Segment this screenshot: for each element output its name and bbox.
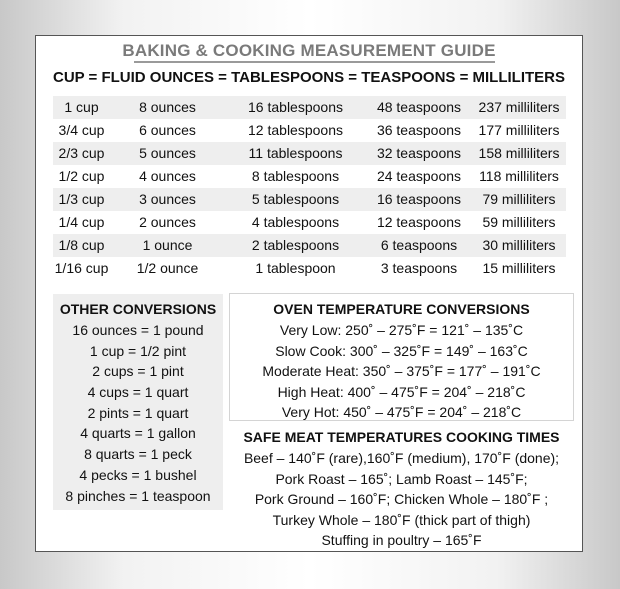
oven-temperature-heading: OVEN TEMPERATURE CONVERSIONS: [273, 301, 530, 317]
cup-cell: 3/4 cup: [58, 122, 105, 138]
ounces-cell: 5 ounces: [139, 145, 196, 161]
conversion-item: 16 ounces = 1 pound: [72, 322, 204, 338]
conversion-item: 8 quarts = 1 peck: [84, 446, 192, 463]
teaspoons-cell: 16 teaspoons: [376, 191, 462, 207]
meat-temperature-item: Beef – 140˚F (rare),160˚F (medium), 170˚F (done);: [243, 450, 560, 466]
tablespoons-cell: 12 tablespoons: [248, 122, 343, 138]
ounces-cell: 3 ounces: [139, 191, 196, 207]
tablespoons-cell: 16 tablespoons: [248, 99, 343, 115]
cup-cell: 1/3 cup: [58, 191, 105, 207]
ounces-cell: 1 ounce: [142, 237, 193, 253]
conversion-item: 4 quarts = 1 gallon: [80, 425, 196, 442]
tablespoons-cell: 2 tablespoons: [251, 237, 340, 253]
conversion-item: 1 cup = 1/2 pint: [89, 342, 187, 359]
table-row: [53, 188, 566, 211]
milliliters-cell: 59 milliliters: [482, 214, 556, 230]
table-row: [53, 257, 566, 280]
oven-temperature-item: Very Hot: 450˚ – 475˚F = 204˚ – 218˚C: [281, 404, 522, 420]
teaspoons-cell: 48 teaspoons: [376, 99, 462, 115]
cup-cell: 1/2 cup: [58, 168, 105, 184]
ounces-cell: 8 ounces: [139, 99, 196, 115]
other-conversions-heading: OTHER CONVERSIONS: [59, 301, 217, 317]
table-row: [53, 119, 566, 142]
tablespoons-cell: 5 tablespoons: [251, 191, 340, 207]
oven-temperature-item: Moderate Heat: 350˚ – 375˚F = 177˚ – 191˚C: [262, 363, 541, 379]
milliliters-cell: 79 milliliters: [482, 191, 556, 207]
meat-temperature-item: Stuffing in poultry – 165˚F: [321, 532, 482, 548]
oven-temperature-item: High Heat: 400˚ – 475˚F = 204˚ – 218˚C: [277, 383, 526, 400]
ounces-cell: 6 ounces: [139, 122, 196, 138]
meat-temperature-item: Pork Roast – 165˚; Lamb Roast – 145˚F;: [275, 470, 528, 487]
meat-temperature-item: Turkey Whole – 180˚F (thick part of thigh): [272, 511, 531, 528]
conversion-item: 8 pinches = 1 teaspoon: [65, 487, 211, 504]
teaspoons-cell: 6 teaspoons: [380, 237, 458, 253]
milliliters-cell: 158 milliliters: [478, 145, 560, 161]
conversion-item: 4 cups = 1 quart: [87, 384, 189, 401]
oven-temperature-item: Slow Cook: 300˚ – 325˚F = 149˚ – 163˚C: [275, 342, 528, 359]
meat-temperature-item: Pork Ground – 160˚F; Chicken Whole – 180˚F ;: [254, 491, 549, 507]
teaspoons-cell: 12 teaspoons: [376, 214, 462, 230]
cup-cell: 1/16 cup: [54, 260, 109, 276]
other-conversions-box: [53, 294, 223, 510]
conversion-table: [53, 96, 566, 280]
tablespoons-cell: 4 tablespoons: [251, 214, 340, 230]
tablespoons-cell: 1 tablespoon: [255, 260, 336, 276]
table-row: [53, 142, 566, 165]
table-row: [53, 211, 566, 234]
ounces-cell: 1/2 ounce: [136, 260, 199, 276]
guide-title: BAKING & COOKING MEASUREMENT GUIDE: [122, 41, 496, 60]
cup-cell: 1/4 cup: [58, 214, 105, 230]
measurement-guide-card: [35, 35, 583, 552]
teaspoons-cell: 24 teaspoons: [376, 168, 462, 184]
cup-cell: 1/8 cup: [58, 237, 105, 253]
tablespoons-cell: 11 tablespoons: [248, 145, 343, 161]
teaspoons-cell: 36 teaspoons: [376, 122, 462, 138]
teaspoons-cell: 32 teaspoons: [376, 145, 462, 161]
conversion-header: CUP = FLUID OUNCES = TABLESPOONS = TEASPOONS = MILLILITERS: [52, 69, 565, 86]
title-underline: [134, 61, 495, 63]
teaspoons-cell: 3 teaspoons: [380, 260, 458, 276]
milliliters-cell: 237 milliliters: [478, 99, 560, 115]
milliliters-cell: 30 milliliters: [482, 237, 556, 253]
safe-meat-heading: SAFE MEAT TEMPERATURES COOKING TIMES: [243, 429, 560, 445]
table-row: [53, 165, 566, 188]
milliliters-cell: 177 milliliters: [478, 122, 560, 138]
cup-cell: 1 cup: [64, 99, 99, 115]
ounces-cell: 4 ounces: [139, 168, 196, 184]
conversion-item: 4 pecks = 1 bushel: [79, 466, 197, 483]
safe-meat-temperatures-section: [229, 426, 574, 551]
milliliters-cell: 118 milliliters: [479, 168, 559, 184]
milliliters-cell: 15 milliliters: [482, 260, 556, 276]
table-row: [53, 234, 566, 257]
conversion-item: 2 cups = 1 pint: [92, 363, 184, 380]
oven-temperature-item: Very Low: 250˚ – 275˚F = 121˚ – 135˚C: [279, 322, 524, 338]
tablespoons-cell: 8 tablespoons: [251, 168, 340, 184]
cup-cell: 2/3 cup: [58, 145, 105, 161]
table-row: [53, 96, 566, 119]
ounces-cell: 2 ounces: [139, 214, 196, 230]
conversion-item: 2 pints = 1 quart: [87, 404, 189, 421]
oven-temperature-box: [229, 293, 574, 421]
